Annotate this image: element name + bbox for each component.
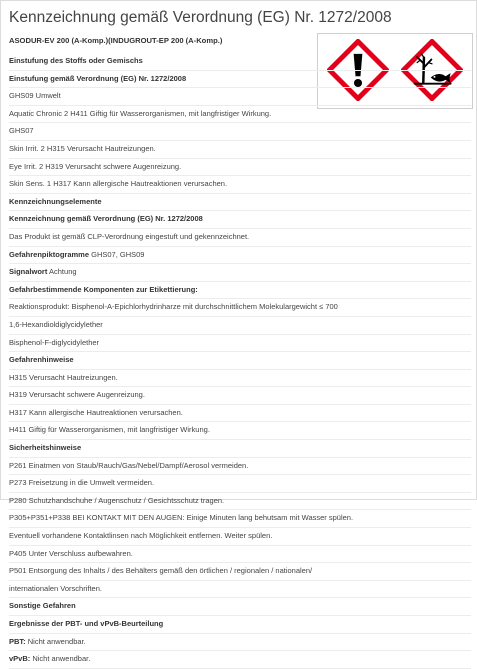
inline-value: Achtung [47, 267, 77, 277]
label-text-line: P273 Freisetzung in die Umwelt vermeiden. [9, 475, 471, 493]
label-text-line [9, 264, 471, 282]
label-text-line: GHS07 [9, 123, 471, 141]
section-heading: Gefahrenhinweise [9, 352, 471, 370]
label-text-line: GHS09 Umwelt [9, 88, 471, 106]
inline-label: vPvB: [9, 654, 31, 664]
section-heading: Ergebnisse der PBT- und vPvB-Beurteilung [9, 616, 471, 634]
section-heading: Kennzeichnungselemente [9, 194, 471, 212]
section-heading: Kennzeichnung gemäß Verordnung (EG) Nr. 1272/2008 [9, 211, 471, 229]
section-heading: Sonstige Gefahren [9, 598, 471, 616]
label-text-line: 1,6-Hexandioldiglycidylether [9, 317, 471, 335]
label-text-line: P501 Entsorgung des Inhalts / des Behälters gemäß den örtlichen / regionalen / nationalen/ [9, 563, 471, 581]
inline-value: Nicht anwendbar. [30, 654, 91, 664]
label-text-line: Skin Irrit. 2 H315 Verursacht Hautreizungen. [9, 141, 471, 159]
label-text-line: Eventuell vorhandene Kontaktlinsen nach Möglichkeit entfernen. Weiter spülen. [9, 528, 471, 546]
label-text-line [9, 634, 471, 652]
inline-label: Signalwort [9, 267, 48, 277]
label-text-line: Das Produkt ist gemäß CLP-Verordnung eingestuft und gekennzeichnet. [9, 229, 471, 247]
label-text-line: Eye Irrit. 2 H319 Verursacht schwere Augenreizung. [9, 159, 471, 177]
label-text-line: P280 Schutzhandschuhe / Augenschutz / Gesichtsschutz tragen. [9, 493, 471, 511]
label-text-line: Aquatic Chronic 2 H411 Giftig für Wasserorganismen, mit langfristiger Wirkung. [9, 106, 471, 124]
label-text-line: P261 Einatmen von Staub/Rauch/Gas/Nebel/Dampf/Aerosol vermeiden. [9, 458, 471, 476]
label-text-line: internationalen Vorschriften. [9, 581, 471, 599]
section-heading: Sicherheitshinweise [9, 440, 471, 458]
label-text-line: H319 Verursacht schwere Augenreizung. [9, 387, 471, 405]
inline-value: GHS07, GHS09 [89, 249, 145, 259]
label-content [9, 53, 471, 669]
label-text-line: P405 Unter Verschluss aufbewahren. [9, 546, 471, 564]
inline-value: Nicht anwendbar. [25, 636, 86, 646]
section-heading: Einstufung des Stoffs oder Gemischs [9, 53, 471, 71]
label-text-line: H317 Kann allergische Hautreaktionen verursachen. [9, 405, 471, 423]
section-heading: Einstufung gemäß Verordnung (EG) Nr. 1272/2008 [9, 71, 471, 89]
label-text-line: P305+P351+P338 BEI KONTAKT MIT DEN AUGEN: Einige Minuten lang behutsam mit Wasser spülen. [9, 510, 471, 528]
inline-label: Gefahrenpiktogramme [9, 249, 90, 259]
label-text-line: Skin Sens. 1 H317 Kann allergische Hautreaktionen verursachen. [9, 176, 471, 194]
product-name: ASODUR-EV 200 (A-Komp.)(INDUGROUT-EP 200 (A-Komp.) [9, 36, 223, 45]
label-text-line [9, 247, 471, 265]
page-title: Kennzeichnung gemäß Verordnung (EG) Nr. 1272/2008 [9, 9, 392, 26]
label-text-line: Reaktionsprodukt: Bisphenol-A-Epichlorhydrinharze mit durchschnittlichem Molekulargewicht ≤ 700 [9, 299, 471, 317]
inline-label: PBT: [9, 636, 26, 646]
section-heading: Gefahrbestimmende Komponenten zur Etikettierung: [9, 282, 471, 300]
label-text-line: H315 Verursacht Hautreizungen. [9, 370, 471, 388]
label-text-line [9, 651, 471, 669]
label-text-line: Bisphenol-F-diglycidylether [9, 335, 471, 353]
label-text-line: H411 Giftig für Wasserorganismen, mit langfristiger Wirkung. [9, 422, 471, 440]
